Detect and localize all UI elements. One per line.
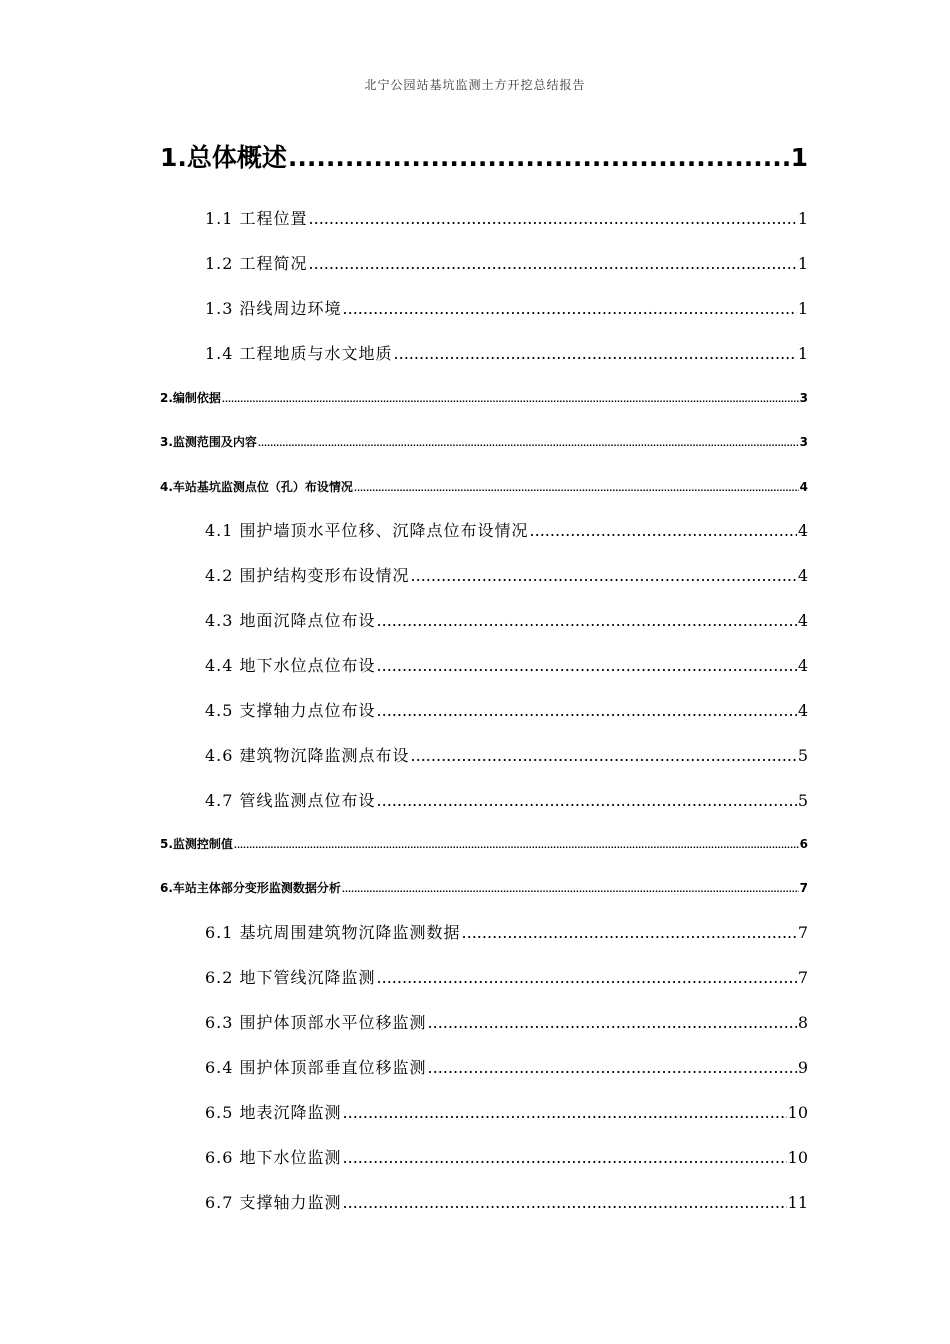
toc-entry-chapter-5[interactable] [160,835,808,853]
toc-entry-label: 1.4 工程地质与水文地质 [205,344,393,363]
toc-entry-chapter-3[interactable] [160,433,808,451]
dot-leader [222,391,799,405]
dot-leader [377,791,797,810]
dot-leader [377,656,797,675]
toc-entry-label: 5.监测控制值 [160,837,233,851]
toc-page-number: 7 [797,968,808,987]
toc-entry-4-6[interactable] [205,743,808,767]
toc-entry-4-4[interactable] [205,653,808,677]
toc-entry-chapter-4[interactable] [160,478,808,496]
toc-entry-label: 4.2 围护结构变形布设情况 [205,566,410,585]
toc-entry-label: 4.5 支撑轴力点位布设 [205,701,376,720]
toc-entry-6-3[interactable] [205,1010,808,1034]
toc-page-number: 10 [787,1103,808,1122]
dot-leader [354,480,799,494]
toc-page-number: 5 [797,746,808,765]
toc-page-number: 8 [797,1013,808,1032]
dot-leader [377,701,797,720]
toc-entry-label: 4.1 围护墙顶水平位移、沉降点位布设情况 [205,521,529,540]
toc-entry-1-1[interactable] [205,206,808,230]
toc-entry-1-2[interactable] [205,251,808,275]
toc-entry-4-1[interactable] [205,518,808,542]
toc-page-number: 3 [799,391,808,405]
toc-page-number: 4 [797,566,808,585]
toc-page-number: 11 [787,1193,808,1212]
toc-entry-4-3[interactable] [205,608,808,632]
dot-leader [342,881,799,895]
toc-entry-label: 4.3 地面沉降点位布设 [205,611,376,630]
toc-entry-6-5[interactable] [205,1100,808,1124]
toc-page-number: 4 [797,701,808,720]
toc-page-number: 7 [797,923,808,942]
toc-entry-label: 1.1 工程位置 [205,209,308,228]
toc-page-number: 1 [797,299,808,318]
toc-entry-label: 4.7 管线监测点位布设 [205,791,376,810]
dot-leader [234,837,799,851]
toc-entry-chapter-6[interactable] [160,879,808,897]
toc-entry-1-3[interactable] [205,296,808,320]
dot-leader [377,611,797,630]
toc-entry-4-5[interactable] [205,698,808,722]
toc-page-number: 10 [787,1148,808,1167]
dot-leader [411,746,797,765]
dot-leader [258,435,799,449]
toc-entry-label: 6.车站主体部分变形监测数据分析 [160,881,341,895]
dot-leader [343,299,797,318]
toc-page-number: 1 [797,344,808,363]
dot-leader [377,968,797,987]
toc-page-number: 9 [797,1058,808,1077]
dot-leader [309,209,797,228]
dot-leader [288,143,790,172]
toc-entry-label: 6.1 基坑周围建筑物沉降监测数据 [205,923,461,942]
toc-entry-label: 4.4 地下水位点位布设 [205,656,376,675]
dot-leader [343,1148,787,1167]
dot-leader [462,923,797,942]
toc-entry-label: 6.6 地下水位监测 [205,1148,342,1167]
toc-page-number: 3 [799,435,808,449]
dot-leader [530,521,797,540]
toc-entry-label: 4.车站基坑监测点位（孔）布设情况 [160,480,353,494]
toc-entry-label: 6.7 支撑轴力监测 [205,1193,342,1212]
dot-leader [411,566,797,585]
dot-leader [343,1193,787,1212]
toc-entry-6-1[interactable] [205,920,808,944]
toc-entry-label: 1.2 工程简况 [205,254,308,273]
toc-entry-label: 1.3 沿线周边环境 [205,299,342,318]
toc-entry-6-7[interactable] [205,1190,808,1214]
toc-page-number: 7 [799,881,808,895]
toc-entry-label: 2.编制依据 [160,391,221,405]
dot-leader [428,1058,797,1077]
toc-entry-label: 6.2 地下管线沉降监测 [205,968,376,987]
toc-page-number: 1 [790,143,808,172]
toc-page-number: 4 [797,656,808,675]
toc-entry-4-7[interactable] [205,788,808,812]
toc-entry-label: 6.4 围护体顶部垂直位移监测 [205,1058,427,1077]
toc-page-number: 6 [799,837,808,851]
toc-entry-chapter-2[interactable] [160,389,808,407]
toc-page-number: 4 [799,480,808,494]
dot-leader [394,344,797,363]
dot-leader [309,254,797,273]
toc-entry-label: 6.3 围护体顶部水平位移监测 [205,1013,427,1032]
toc-page-number: 1 [797,254,808,273]
toc-page-number: 4 [797,521,808,540]
toc-entry-4-2[interactable] [205,563,808,587]
toc-entry-1-4[interactable] [205,341,808,365]
toc-entry-label: 6.5 地表沉降监测 [205,1103,342,1122]
toc-page-number: 5 [797,791,808,810]
toc-entry-label: 1.总体概述 [160,143,287,172]
dot-leader [428,1013,797,1032]
toc-page-number: 4 [797,611,808,630]
toc-entry-chapter-1[interactable] [160,138,808,178]
toc-entry-label: 4.6 建筑物沉降监测点布设 [205,746,410,765]
toc-entry-6-2[interactable] [205,965,808,989]
dot-leader [343,1103,787,1122]
toc-page-number: 1 [797,209,808,228]
toc-entry-6-6[interactable] [205,1145,808,1169]
page-header: 北宁公园站基坑监测土方开挖总结报告 [364,78,586,92]
toc-entry-label: 3.监测范围及内容 [160,435,257,449]
toc-entry-6-4[interactable] [205,1055,808,1079]
